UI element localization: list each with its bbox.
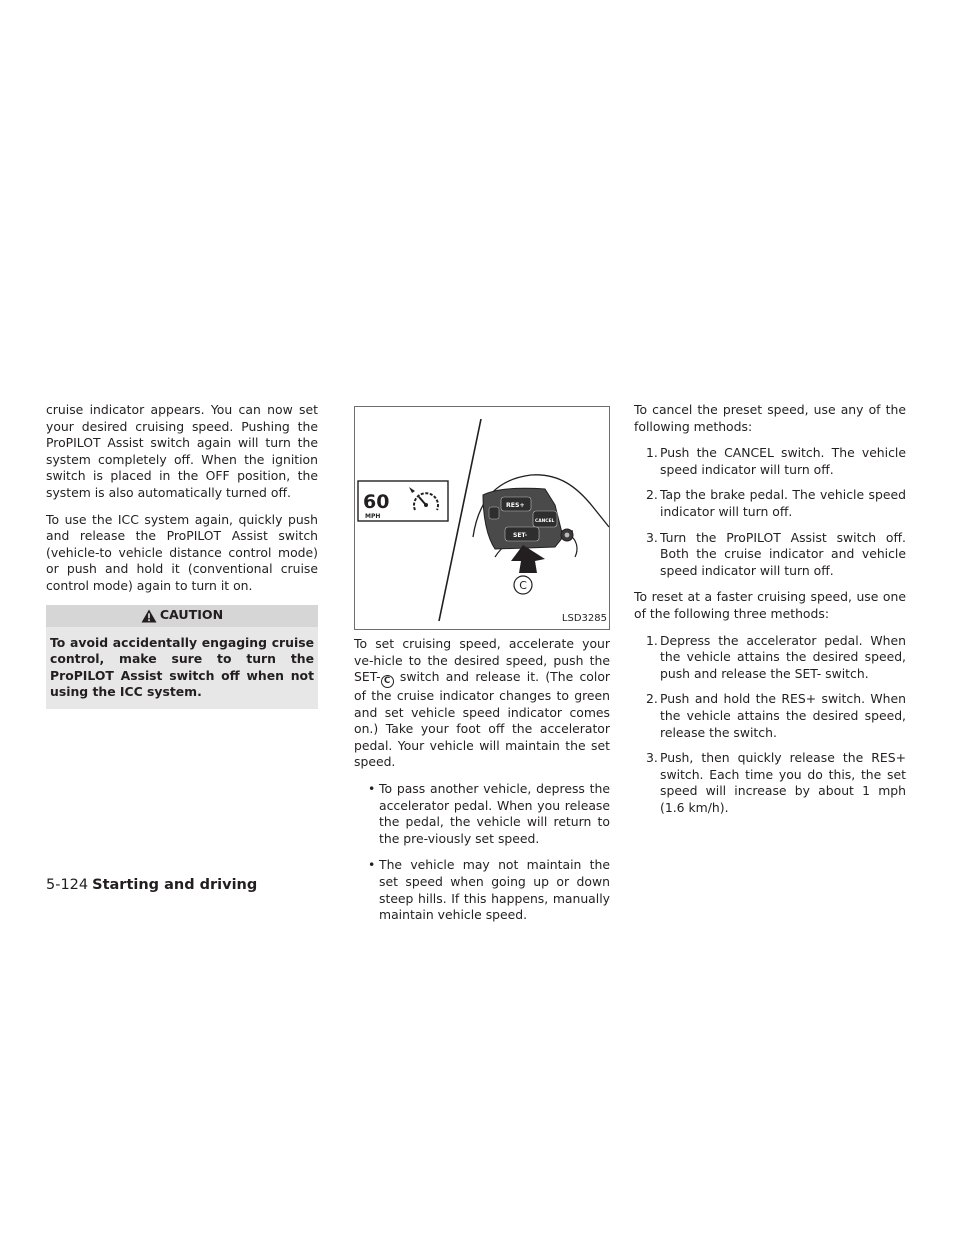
reset-methods-list [634, 633, 906, 817]
list-item [646, 750, 906, 816]
list-number: 1. [646, 632, 658, 648]
list-item-text: Depress the accelerator pedal. When the vehicle attains the desired speed, push and release the SET- switch. [660, 632, 906, 681]
list-item-text: Push and hold the RES+ switch. When the vehicle attains the desired speed, release the switch. [660, 691, 906, 740]
page-number: 5-124 [46, 877, 89, 893]
bullet-list [354, 781, 610, 924]
callout-label: C [519, 579, 527, 592]
list-number: 3. [646, 529, 658, 545]
set-button-label: SET- [513, 532, 528, 539]
warning-icon [141, 609, 157, 623]
figure-code: LSD3285 [561, 613, 607, 625]
cancel-methods-list [634, 445, 906, 579]
paragraph: cruise indicator appears. You can now set your desired cruising speed. Pushing the ProPILOT Assist switch again will turn the system completely off. When the ignition switch is placed in the OFF position, the system is also automatically turned off. [46, 402, 318, 500]
list-number: 1. [646, 445, 658, 461]
list-item-text: Push, then quickly release the RES+ switch. Each time you do this, the set speed will increase by about 1 mph (1.6 km/h). [660, 750, 906, 815]
section-title: Starting and driving [92, 877, 258, 893]
list-item-text: The vehicle may not maintain the set speed when going up or down steep hills. If this happens, manually maintain vehicle speed. [379, 857, 610, 923]
column-middle [354, 402, 610, 934]
list-number: 2. [646, 691, 658, 707]
paragraph [354, 636, 610, 771]
paragraph: To use the ICC system again, quickly push and release the ProPILOT Assist switch (vehicle-to vehicle distance control mode) or push and hold it (conventional cruise control mode) again to turn it on. [46, 511, 318, 593]
list-item [368, 781, 610, 847]
bullet-marker: • [368, 857, 376, 873]
speed-unit: MPH [365, 513, 381, 520]
paragraph-text-start: To set cruising speed, accelerate your ve-hicle to the desired speed, push the SET- [354, 636, 610, 685]
steering-wheel-illustration [355, 407, 609, 629]
list-item-text: To pass another vehicle, depress the accelerator pedal. When you release the pedal, the vehicle will return to the pre-viously set speed. [379, 780, 610, 846]
column-right [634, 402, 906, 826]
list-item-text: Push the CANCEL switch. The vehicle speed indicator will turn off. [660, 445, 906, 477]
cancel-button-label: CANCEL [535, 519, 555, 524]
list-item [646, 445, 906, 478]
res-button-label: RES+ [506, 502, 525, 509]
caution-title: CAUTION [159, 607, 224, 623]
caution-box [46, 605, 318, 709]
page-footer [46, 877, 257, 893]
list-number: 3. [646, 750, 658, 766]
list-item [646, 633, 906, 683]
list-item [368, 857, 610, 923]
bullet-marker: • [368, 780, 376, 796]
callout-c-icon: C [381, 675, 394, 688]
list-item-text: Tap the brake pedal. The vehicle speed indicator will turn off. [660, 487, 906, 519]
list-item-text: Turn the ProPILOT Assist switch off. Both the cruise indicator and vehicle speed indicator will turn off. [660, 529, 906, 578]
paragraph: To reset at a faster cruising speed, use one of the following three methods: [634, 589, 906, 621]
column-left [46, 402, 318, 709]
caution-text: To avoid accidentally engaging cruise control, make sure to turn the ProPILOT Assist switch off when not using the ICC system. [50, 634, 314, 700]
list-item [646, 691, 906, 741]
list-item [646, 530, 906, 580]
paragraph-text-end: switch and release it. (The color of the cruise indicator changes to green and set vehicle speed indicator comes on.) Take your foot off the accelerator pedal. Your vehicle will maintain the set speed. [354, 669, 610, 770]
steering-switch-figure [354, 406, 610, 630]
list-item [646, 487, 906, 520]
list-number: 2. [646, 487, 658, 503]
speed-value: 60 [363, 491, 390, 513]
caution-header [46, 605, 318, 627]
paragraph: To cancel the preset speed, use any of the following methods: [634, 402, 906, 434]
